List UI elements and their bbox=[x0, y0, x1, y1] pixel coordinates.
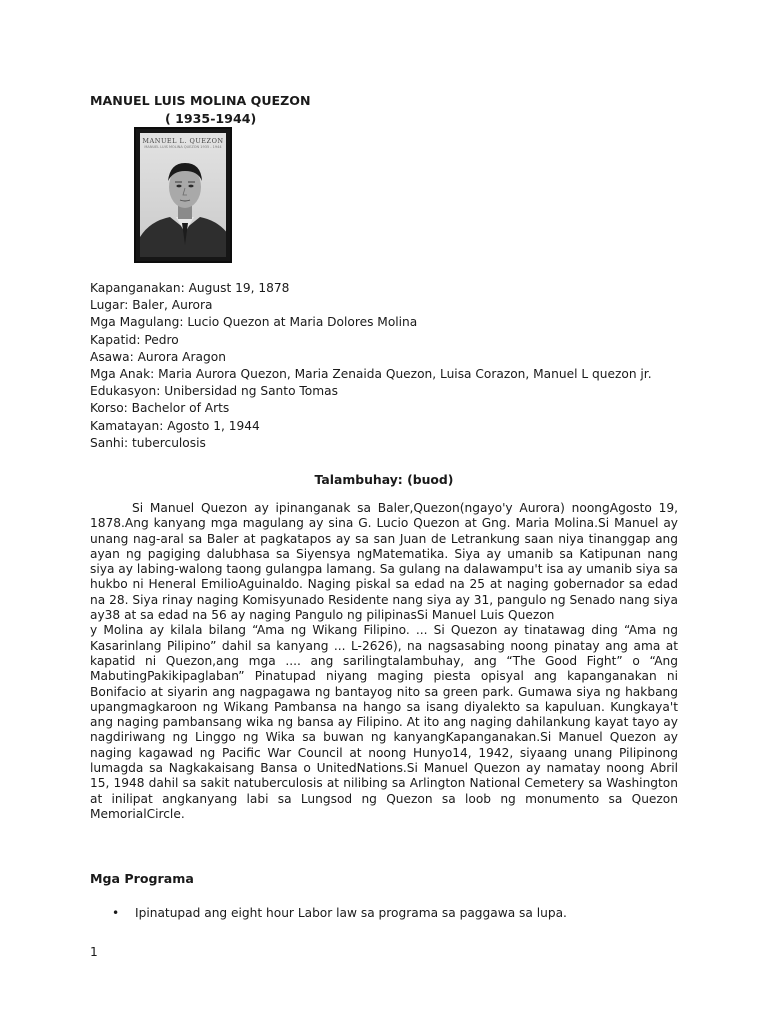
fact-spouse: Asawa: Aurora Aragon bbox=[90, 349, 226, 364]
fact-education: Edukasyon: Unibersidad ng Santo Tomas bbox=[90, 384, 338, 399]
programs-heading: Mga Programa bbox=[90, 871, 194, 886]
portrait-figure bbox=[140, 151, 226, 257]
document-title: MANUEL LUIS MOLINA QUEZON bbox=[90, 93, 311, 108]
fact-parents: Mga Magulang: Lucio Quezon at Maria Dolores Molina bbox=[90, 315, 418, 330]
fact-sibling: Kapatid: Pedro bbox=[90, 332, 179, 347]
portrait-caption-sub: MANUEL LUIS MOLINA QUEZON 1935 - 1944 bbox=[144, 145, 222, 149]
bullet-icon: • bbox=[112, 906, 120, 920]
biography-paragraph-2: y Molina ay kilala bilang “Ama ng Wikang Filipino. ... Si Quezon ay tinatawag ding “Ama ng Kasarinlang Pilipino” dahil sa kanyang ... L-2626), na nagsasabing noong pinatay ang ama at kapatid ni Quezon,ang mga .... ang sarilingtalambuhay, ang “The Good Fight” o “Ang MabutingPakikipaglaban” Pinatupad niyang maging piesta opisyal ang kapanganakan ni Bonifacio at siyarin ang nagpagawa ng bantayog nito sa green park. Gumawa siya ng hakbang upangmagkaroon ng Wikang Pambansa na hango sa isang diyalekto sa kapuluan. Kungkaya't ang naging pambansang wika ng bansa ay Filipino. At ito ang naging dahilankung kayat tayo ay nagdiriwang ng Linggo ng Wika sa buwan ng kanyangKapanganakan.Si Manuel Quezon ay naging kagawad ng Pacific War Council at noong Hunyo14, 1942, siyaang unang Pilipinong lumagda sa Nagkakaisang Bansa o UnitedNations.Si Manuel Quezon ay namatay noong Abril 15, 1948 dahil sa sakit natuberculosis at nilibing sa Arlington National Cemetery sa Washington at inilipat angkanyang labi sa Lungsod ng Quezon sa loob ng monumento sa Quezon MemorialCircle. bbox=[90, 623, 678, 821]
term-years: ( 1935-1944) bbox=[165, 111, 257, 126]
summary-heading: Talambuhay: (buod) bbox=[314, 472, 454, 487]
fact-cause: Sanhi: tuberculosis bbox=[90, 435, 206, 450]
fact-children: Mga Anak: Maria Aurora Quezon, Maria Zenaida Quezon, Luisa Corazon, Manuel L quezon jr. bbox=[90, 366, 652, 381]
facts-list bbox=[90, 280, 690, 452]
biography-text bbox=[90, 501, 678, 822]
portrait-image bbox=[134, 127, 232, 263]
portrait-caption-name: MANUEL L. QUEZON bbox=[142, 137, 224, 145]
fact-place: Lugar: Baler, Aurora bbox=[90, 298, 213, 313]
fact-death: Kamatayan: Agosto 1, 1944 bbox=[90, 418, 260, 433]
program-item: Ipinatupad ang eight hour Labor law sa programa sa paggawa sa lupa. bbox=[135, 906, 567, 920]
fact-birth: Kapanganakan: August 19, 1878 bbox=[90, 281, 290, 295]
page-number: 1 bbox=[90, 945, 98, 959]
fact-course: Korso: Bachelor of Arts bbox=[90, 401, 230, 416]
biography-paragraph-1: Si Manuel Quezon ay ipinanganak sa Baler,Quezon(ngayo'y Aurora) noongAgosto 19, 1878.Ang kanyang mga magulang ay sina G. Lucio Quezon at Gng. Maria Molina.Si Manuel ay unang nag-aral sa Baler at pagkatapos ay sa san Juan de Letrankung saan niya tinanggap ang ayan ng pagiging dalubhasa sa Siyensya ngMatematika. Siya ay umanib sa Katipunan nang siya ay labing-walong taong gulangpa lamang. Sa gulang na dalawampu't isa ay umanib siya sa hukbo ni Heneral EmilioAguinaldo. Naging piskal sa edad na 25 at naging gobernador sa edad na 28. Siya rinay naging Komisyunado Residente nang siya ay 31, pangulo ng Senado nang siya ay38 at sa edad na 56 ay naging Pangulo ng pilipinasSi Manuel Luis Quezon bbox=[90, 501, 678, 623]
